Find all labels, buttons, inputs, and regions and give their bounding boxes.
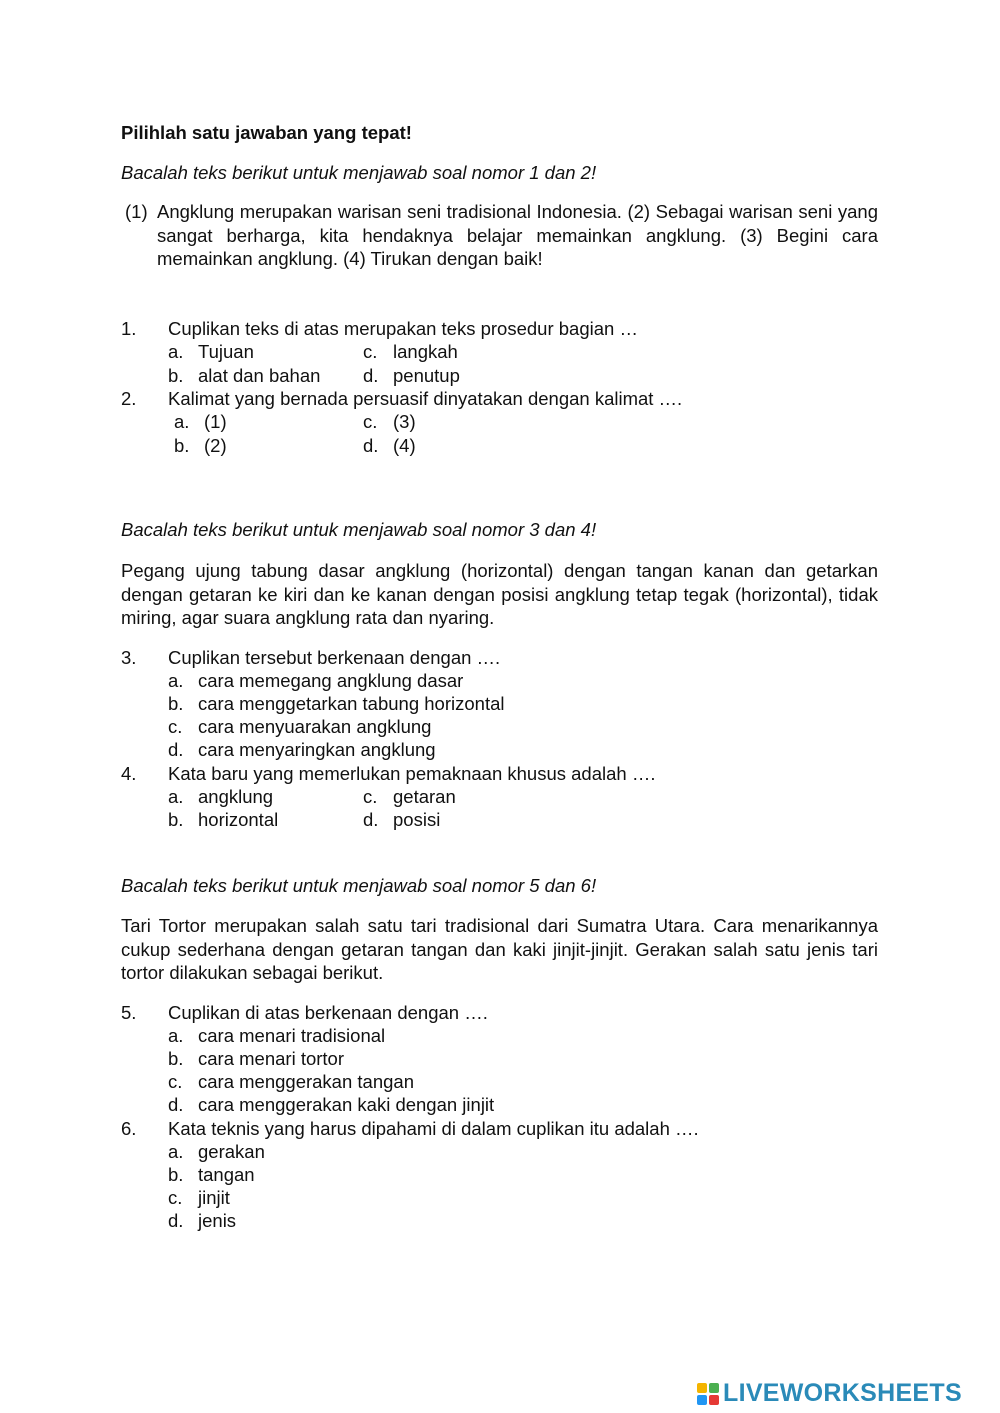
question-5-text: Cuplikan di atas berkenaan dengan …. bbox=[168, 1002, 488, 1023]
option-text: (2) bbox=[204, 435, 227, 456]
option-text: cara menari tortor bbox=[198, 1048, 344, 1069]
option-letter: b. bbox=[168, 1048, 184, 1069]
option-text: (4) bbox=[393, 435, 416, 456]
option-text: cara menari tradisional bbox=[198, 1025, 386, 1046]
option-text: Tujuan bbox=[198, 341, 254, 362]
logo-square bbox=[697, 1395, 707, 1405]
option-text: cara menggerakan kaki dengan jinjit bbox=[198, 1094, 495, 1115]
question-1-number: 1. bbox=[121, 318, 137, 339]
question-4-option-d[interactable] bbox=[363, 808, 440, 832]
passage-2-text: Pegang ujung tabung dasar angklung (horizontal) dengan tangan kanan dan getarkan dengan getaran ke kiri dan ke kanan dengan posisi angklung tetap tegak (horizontal), tidak miring, agar suara angklung rata dan nyaring. bbox=[121, 560, 878, 628]
option-text: cara memegang angklung dasar bbox=[198, 670, 464, 691]
question-2-text: Kalimat yang bernada persuasif dinyatakan dengan kalimat …. bbox=[168, 388, 683, 409]
question-4-option-a[interactable] bbox=[168, 785, 273, 809]
option-letter: c. bbox=[168, 1071, 183, 1092]
option-letter: d. bbox=[168, 1094, 184, 1115]
option-letter: a. bbox=[174, 411, 190, 432]
logo-square bbox=[709, 1395, 719, 1405]
passage-1-text: Angklung merupakan warisan seni tradisional Indonesia. (2) Sebagai warisan seni yang sangat berharga, kita hendaknya belajar memainkan angklung. (3) Begini cara memainkan angklung. (4) Tirukan dengan baik! bbox=[157, 201, 878, 269]
option-letter: b. bbox=[174, 435, 190, 456]
page-heading: Pilihlah satu jawaban yang tepat! bbox=[121, 122, 412, 143]
question-5-option-a[interactable] bbox=[168, 1024, 385, 1048]
option-letter: c. bbox=[363, 411, 378, 432]
passage-1-number: (1) bbox=[125, 201, 148, 222]
question-6-option-b[interactable] bbox=[168, 1163, 255, 1187]
option-text: cara menyuarakan angklung bbox=[198, 716, 432, 737]
option-letter: a. bbox=[168, 670, 184, 691]
option-letter: c. bbox=[168, 716, 183, 737]
question-6-option-c[interactable] bbox=[168, 1186, 230, 1210]
question-3-text: Cuplikan tersebut berkenaan dengan …. bbox=[168, 647, 501, 668]
question-4-option-c[interactable] bbox=[363, 785, 456, 809]
option-letter: d. bbox=[363, 809, 379, 830]
question-1-text: Cuplikan teks di atas merupakan teks prosedur bagian … bbox=[168, 318, 638, 339]
question-6-number: 6. bbox=[121, 1118, 137, 1139]
option-letter: b. bbox=[168, 365, 184, 386]
option-letter: d. bbox=[168, 1210, 184, 1231]
option-letter: a. bbox=[168, 341, 184, 362]
option-letter: a. bbox=[168, 786, 184, 807]
option-text: (3) bbox=[393, 411, 416, 432]
section-1-instruction: Bacalah teks berikut untuk menjawab soal nomor 1 dan 2! bbox=[121, 162, 597, 183]
option-text: langkah bbox=[393, 341, 458, 362]
question-5-option-d[interactable] bbox=[168, 1093, 494, 1117]
question-6-option-a[interactable] bbox=[168, 1140, 265, 1164]
question-3-option-b[interactable] bbox=[168, 692, 504, 716]
section-3-instruction: Bacalah teks berikut untuk menjawab soal nomor 5 dan 6! bbox=[121, 875, 597, 896]
question-5-option-b[interactable] bbox=[168, 1047, 344, 1071]
passage-3-text: Tari Tortor merupakan salah satu tari tradisional dari Sumatra Utara. Cara menarikannya cukup sederhana dengan getaran tangan dan kaki jinjit-jinjit. Gerakan salah satu jenis tari tortor dilakukan sebagai berikut. bbox=[121, 915, 878, 983]
question-2-option-b[interactable] bbox=[174, 434, 227, 458]
option-text: angklung bbox=[198, 786, 274, 807]
question-3-option-c[interactable] bbox=[168, 715, 431, 739]
question-4-option-b[interactable] bbox=[168, 808, 278, 832]
liveworksheets-logo-text: LIVEWORKSHEETS bbox=[723, 1379, 962, 1408]
option-text: penutup bbox=[393, 365, 460, 386]
question-2-number: 2. bbox=[121, 388, 137, 409]
section-2-instruction: Bacalah teks berikut untuk menjawab soal nomor 3 dan 4! bbox=[121, 519, 597, 540]
question-3-option-a[interactable] bbox=[168, 669, 463, 693]
option-letter: c. bbox=[363, 786, 378, 807]
question-2-option-a[interactable] bbox=[174, 410, 227, 434]
question-2-option-d[interactable] bbox=[363, 434, 416, 458]
option-letter: a. bbox=[168, 1025, 184, 1046]
option-text: cara menggetarkan tabung horizontal bbox=[198, 693, 505, 714]
option-letter: c. bbox=[168, 1187, 183, 1208]
question-4-text: Kata baru yang memerlukan pemaknaan khusus adalah …. bbox=[168, 763, 656, 784]
option-text: posisi bbox=[393, 809, 441, 830]
question-1-option-a[interactable] bbox=[168, 340, 254, 364]
option-letter: b. bbox=[168, 809, 184, 830]
question-3-option-d[interactable] bbox=[168, 738, 436, 762]
liveworksheets-logo bbox=[697, 1380, 962, 1408]
logo-square bbox=[709, 1383, 719, 1393]
logo-square bbox=[697, 1383, 707, 1393]
option-text: jenis bbox=[198, 1210, 237, 1231]
option-text: tangan bbox=[198, 1164, 255, 1185]
option-letter: b. bbox=[168, 693, 184, 714]
option-text: cara menggerakan tangan bbox=[198, 1071, 414, 1092]
option-letter: d. bbox=[363, 365, 379, 386]
option-text: horizontal bbox=[198, 809, 279, 830]
question-1-option-c[interactable] bbox=[363, 340, 458, 364]
option-letter: b. bbox=[168, 1164, 184, 1185]
question-6-text: Kata teknis yang harus dipahami di dalam cuplikan itu adalah …. bbox=[168, 1118, 699, 1139]
option-letter: a. bbox=[168, 1141, 184, 1162]
option-text: jinjit bbox=[198, 1187, 230, 1208]
question-5-number: 5. bbox=[121, 1002, 137, 1023]
question-2-option-c[interactable] bbox=[363, 410, 416, 434]
option-letter: d. bbox=[168, 739, 184, 760]
question-4-number: 4. bbox=[121, 763, 137, 784]
question-3-number: 3. bbox=[121, 647, 137, 668]
question-6-option-d[interactable] bbox=[168, 1209, 236, 1233]
option-letter: c. bbox=[363, 341, 378, 362]
liveworksheets-logo-icon bbox=[697, 1383, 719, 1405]
option-text: alat dan bahan bbox=[198, 365, 321, 386]
option-text: gerakan bbox=[198, 1141, 265, 1162]
question-1-option-d[interactable] bbox=[363, 364, 460, 388]
option-letter: d. bbox=[363, 435, 379, 456]
option-text: cara menyaringkan angklung bbox=[198, 739, 436, 760]
question-5-option-c[interactable] bbox=[168, 1070, 414, 1094]
option-text: getaran bbox=[393, 786, 456, 807]
question-1-option-b[interactable] bbox=[168, 364, 320, 388]
option-text: (1) bbox=[204, 411, 227, 432]
